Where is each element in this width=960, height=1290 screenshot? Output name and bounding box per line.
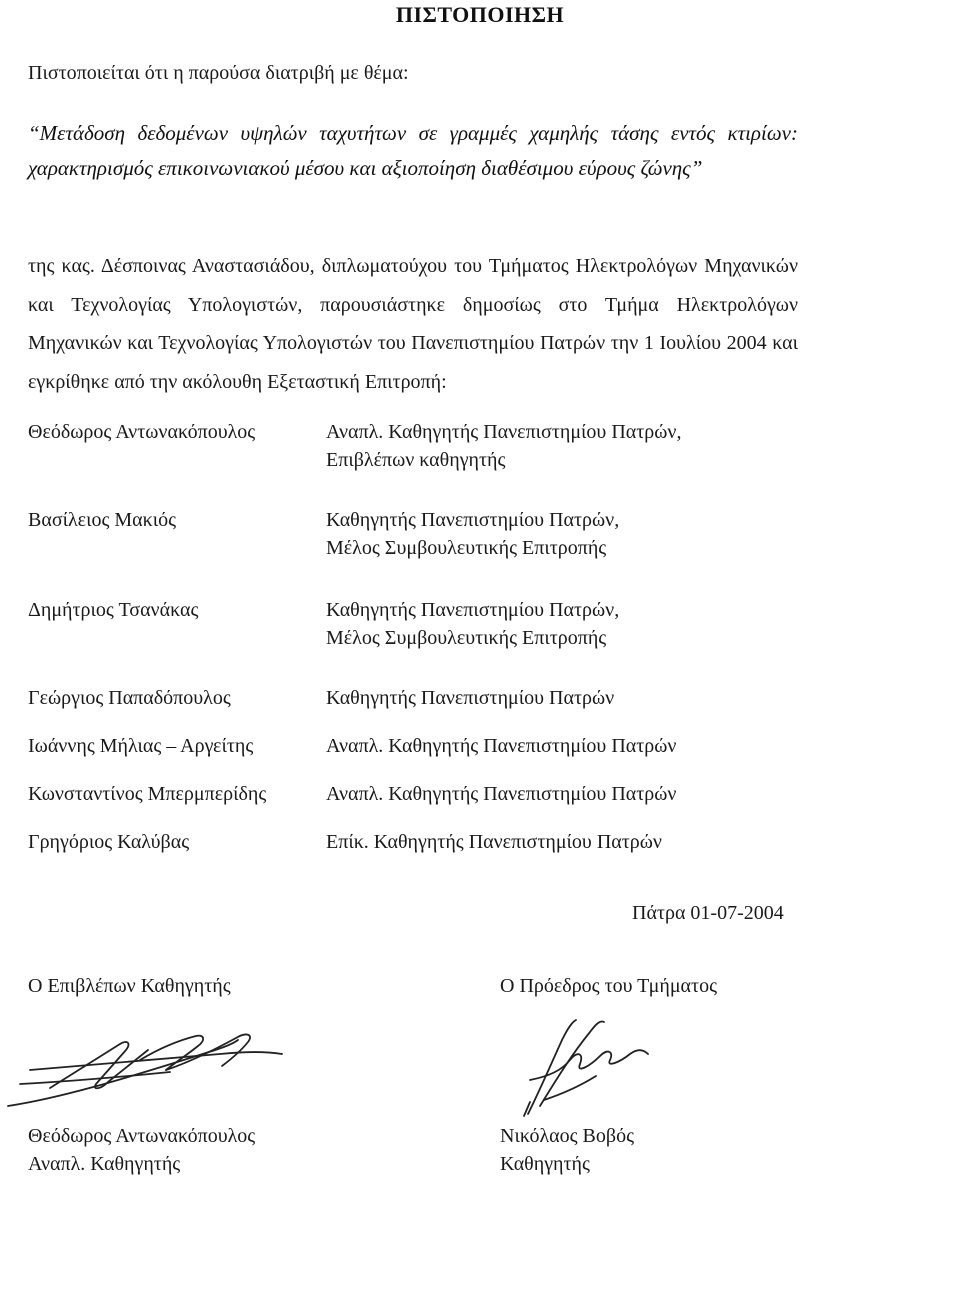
member-name: Δημήτριος Τσανάκας <box>28 599 199 621</box>
member-role <box>326 780 926 808</box>
supervisor-signature-icon <box>0 1010 300 1115</box>
member-role-line: Αναπλ. Καθηγητής Πανεπιστημίου Πατρών, <box>326 421 682 443</box>
member-name: Γεώργιος Παπαδόπουλος <box>28 687 231 709</box>
member-role-line: Αναπλ. Καθηγητής Πανεπιστημίου Πατρών <box>326 735 677 757</box>
supervisor-name: Θεόδωρος Αντωνακόπουλος <box>28 1125 256 1147</box>
chair-signature-block <box>500 1122 634 1178</box>
member-role-line: Επιβλέπων καθηγητής <box>326 449 506 471</box>
member-role <box>326 828 926 856</box>
member-role-line: Επίκ. Καθηγητής Πανεπιστημίου Πατρών <box>326 831 662 853</box>
member-name: Γρηγόριος Καλύβας <box>28 831 190 853</box>
member-role-line: Μέλος Συμβουλευτικής Επιτροπής <box>326 627 607 649</box>
document-title: ΠΙΣΤΟΠΟΙΗΣΗ <box>395 2 565 27</box>
member-role-line: Καθηγητής Πανεπιστημίου Πατρών, <box>326 599 620 621</box>
member-role <box>326 684 926 712</box>
member-name: Βασίλειος Μακιός <box>28 509 177 531</box>
thesis-title: “Μετάδοση δεδομένων υψηλών ταχυτήτων σε γραμμές χαμηλής τάσης εντός κτιρίων: χαρακτηρισμός επικοινωνιακού μέσου και αξιοποίηση διαθέσιμου εύρους ζώνης” <box>28 121 798 180</box>
supervisor-heading: Ο Επιβλέπων Καθηγητής <box>28 975 231 997</box>
member-role-line: Καθηγητής Πανεπιστημίου Πατρών <box>326 687 615 709</box>
place-date: Πάτρα 01-07-2004 <box>632 902 784 924</box>
member-role-line: Μέλος Συμβουλευτικής Επιτροπής <box>326 537 607 559</box>
member-role-line: Καθηγητής Πανεπιστημίου Πατρών, <box>326 509 620 531</box>
chair-name: Νικόλαος Βοβός <box>500 1125 634 1147</box>
supervisor-title: Αναπλ. Καθηγητής <box>28 1153 181 1175</box>
chair-signature-icon <box>500 1010 660 1120</box>
intro-line: Πιστοποιείται ότι η παρούσα διατριβή με θέμα: <box>28 62 409 84</box>
supervisor-signature-block <box>28 1122 255 1178</box>
member-role <box>326 596 926 652</box>
chair-title: Καθηγητής <box>500 1153 590 1175</box>
member-name: Κωνσταντίνος Μπερμπερίδης <box>28 783 267 805</box>
body-paragraph: της κας. Δέσποινας Αναστασιάδου, διπλωματούχου του Τμήματος Ηλεκτρολόγων Μηχανικών και Τεχνολογίας Υπολογιστών, παρουσιάστηκε δημοσίως στο Τμήμα Ηλεκτρολόγων Μηχανικών και Τεχνολογίας Υπολογιστών του Πανεπιστημίου Πατρών την 1 Ιουλίου 2004 και εγκρίθηκε από την ακόλουθη Εξεταστική Επιτροπή: <box>28 255 798 393</box>
member-role <box>326 732 926 760</box>
member-name: Ιωάννης Μήλιας – Αργείτης <box>28 735 254 757</box>
member-role-line: Αναπλ. Καθηγητής Πανεπιστημίου Πατρών <box>326 783 677 805</box>
chair-heading: Ο Πρόεδρος του Τμήματος <box>500 975 717 997</box>
member-role <box>326 506 926 562</box>
member-name: Θεόδωρος Αντωνακόπουλος <box>28 421 256 443</box>
member-role <box>326 418 926 474</box>
